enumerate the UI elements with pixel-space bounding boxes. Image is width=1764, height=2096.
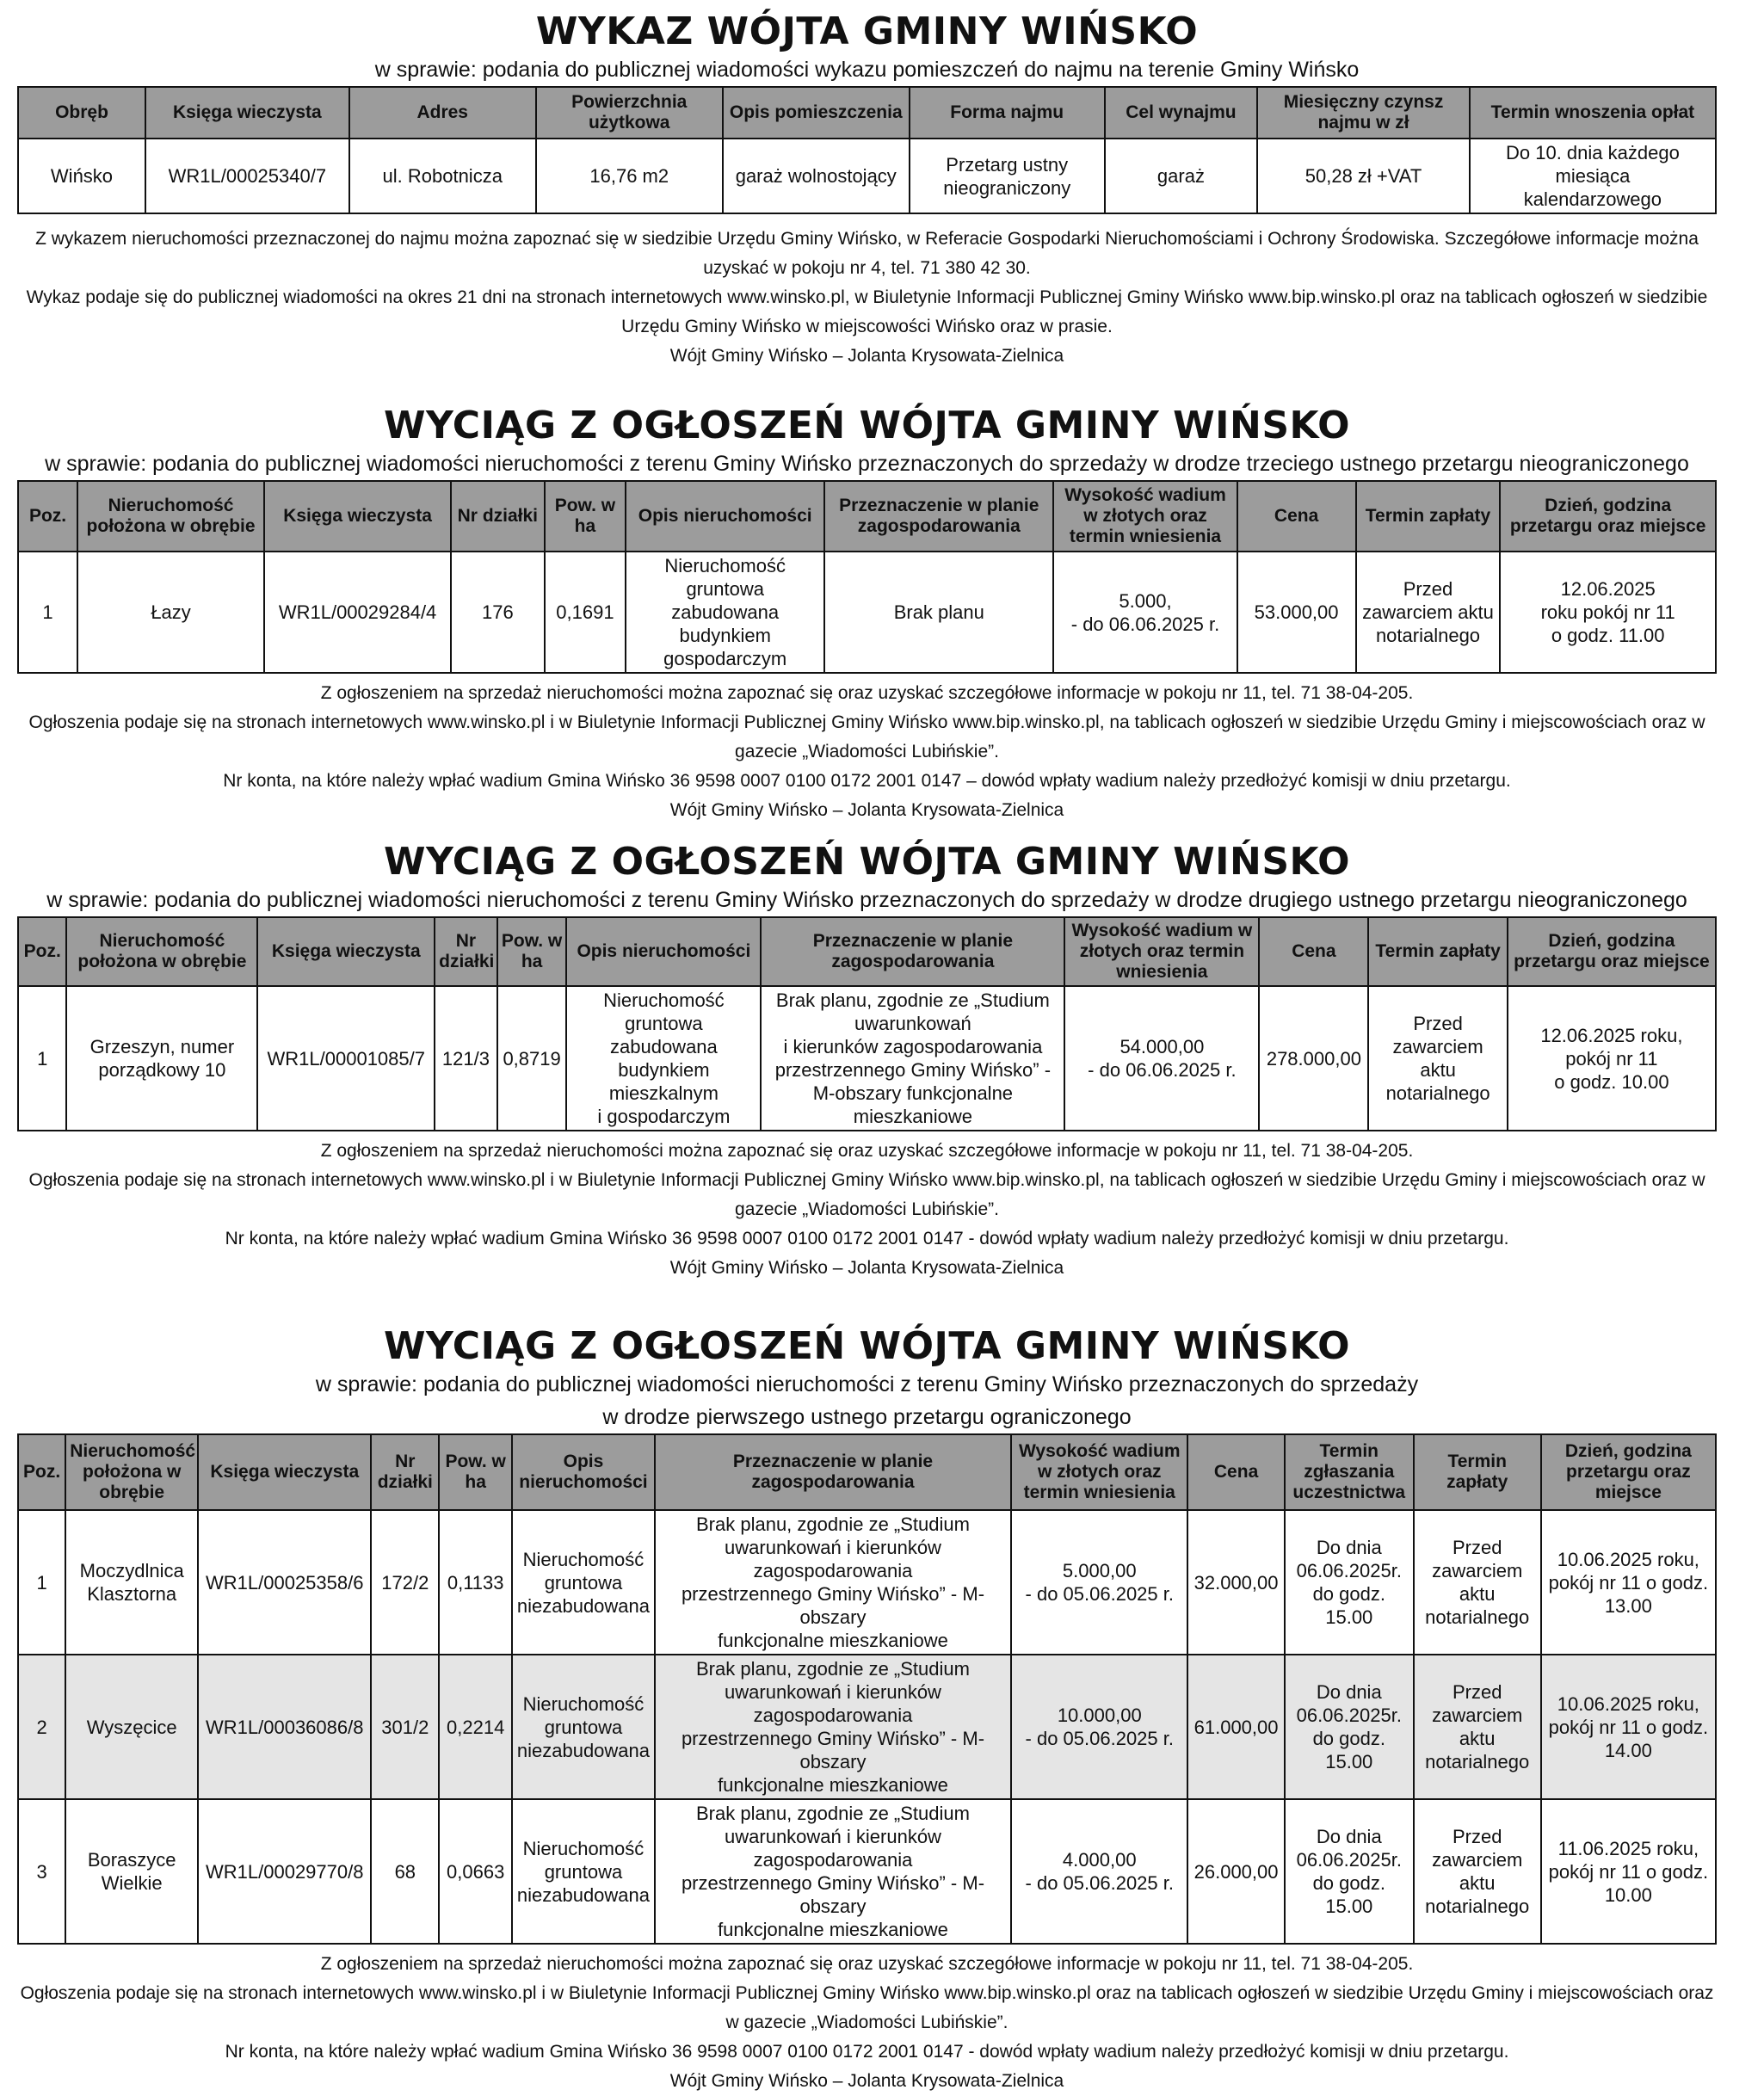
table-cell: Brak planu, zgodnie ze „Studium uwarunkowań i kierunków zagospodarowania przestrzennego Gminy Wińsko” - M-obszary funkcjonalne mieszkaniowe	[655, 1510, 1011, 1655]
column-header: Wysokość wadium w złotych oraz termin wniesienia	[1053, 481, 1237, 552]
table-cell: WR1L/00036086/8	[198, 1655, 371, 1799]
column-header: Nr działki	[451, 481, 545, 552]
table-cell: Przed zawarciem aktu notarialnego	[1414, 1799, 1541, 1944]
column-header: Dzień, godzina przetargu oraz miejsce	[1508, 917, 1716, 986]
column-header: Pow. w ha	[497, 917, 567, 986]
section-przetarg-ograniczony	[17, 1325, 1717, 2096]
table-cell: WR1L/00025340/7	[145, 139, 349, 213]
column-header: Dzień, godzina przetargu oraz miejsce	[1541, 1434, 1716, 1510]
table-cell: garaż	[1105, 139, 1258, 213]
table-cell: Łazy	[77, 552, 264, 673]
column-header: Poz.	[18, 481, 77, 552]
note-paragraph: Wykaz podaje się do publicznej wiadomości na okres 21 dni na stronach internetowych www.winsko.pl, w Biuletynie Informacji Publicznej Gminy Wińsko www.bip.winsko.pl oraz na tablicach ogłoszeń w siedzibie Urzędu Gminy Wińsko w miejscowości Wińsko oraz w prasie.	[26, 287, 1708, 336]
note-paragraph: Z ogłoszeniem na sprzedaż nieruchomości można zapoznać się oraz uzyskać szczegółowe informacje w pokoju nr 11, tel. 71 38-04-205.	[320, 683, 1414, 703]
table-cell: Do dnia 06.06.2025r. do godz. 15.00	[1285, 1510, 1414, 1655]
section-title: WYKAZ WÓJTA GMINY WIŃSKO	[535, 9, 1199, 53]
note-paragraph: Nr konta, na które należy wpłać wadium Gmina Wińsko 36 9598 0007 0100 0172 2001 0147 – dowód wpłaty wadium należy przedłożyć komisji w dniu przetargu.	[223, 771, 1511, 791]
column-header: Termin zgłaszania uczestnictwa	[1285, 1434, 1414, 1510]
note-paragraph: Wójt Gminy Wińsko – Jolanta Krysowata-Zielnica	[669, 800, 1064, 820]
section-subtitle: w sprawie: podania do publicznej wiadomości nieruchomości z terenu Gminy Wińsko przeznaczonych do sprzedaży w drodze drugiego ustnego przetargu nieograniczonego	[46, 888, 1687, 912]
section-subtitle-line2: w drodze pierwszego ustnego przetargu ograniczonego	[602, 1405, 1132, 1429]
table-row	[18, 986, 1716, 1131]
table-cell: 26.000,00	[1187, 1799, 1284, 1944]
column-header: Nieruchomość położona w obrębie	[66, 917, 257, 986]
table-cell: 3	[18, 1799, 65, 1944]
table-cell: Do 10. dnia każdego miesiąca kalendarzowego	[1470, 139, 1716, 213]
column-header: Przeznaczenie w planie zagospodarowania	[824, 481, 1053, 552]
table-row	[18, 1510, 1716, 1655]
table-cell: 172/2	[371, 1510, 439, 1655]
table-cell: 5.000,00 - do 05.06.2025 r.	[1011, 1510, 1187, 1655]
table-cell: Do dnia 06.06.2025r. do godz. 15.00	[1285, 1799, 1414, 1944]
column-header: Cena	[1259, 917, 1368, 986]
note-paragraph: Z wykazem nieruchomości przeznaczonej do najmu można zapoznać się w siedzibie Urzędu Gminy Wińsko, w Referacie Gospodarki Nieruchomościami i Ochrony Środowiska. Szczegółowe informacje można uzyskać w pokoju nr 4, tel. 71 380 42 30.	[35, 229, 1699, 278]
table-cell: 4.000,00 - do 05.06.2025 r.	[1011, 1799, 1187, 1944]
section-notes	[17, 1950, 1717, 2096]
table-cell: 176	[451, 552, 545, 673]
note-paragraph: Z ogłoszeniem na sprzedaż nieruchomości można zapoznać się oraz uzyskać szczegółowe informacje w pokoju nr 11, tel. 71 38-04-205.	[320, 1954, 1414, 1974]
column-header: Księga wieczysta	[257, 917, 435, 986]
table-cell: Przed zawarciem aktu notarialnego	[1414, 1655, 1541, 1799]
column-header: Poz.	[18, 917, 66, 986]
column-header: Termin zapłaty	[1414, 1434, 1541, 1510]
table-cell: 10.000,00 - do 05.06.2025 r.	[1011, 1655, 1187, 1799]
section-wykaz-najmu	[17, 10, 1717, 371]
column-header: Opis nieruchomości	[512, 1434, 655, 1510]
column-header: Opis pomieszczenia	[723, 87, 910, 139]
note-paragraph: Nr konta, na które należy wpłać wadium Gmina Wińsko 36 9598 0007 0100 0172 2001 0147 - dowód wpłaty wadium należy przedłożyć komisji w dniu przetargu.	[225, 1229, 1509, 1248]
table-cell: Wińsko	[18, 139, 145, 213]
section-notes	[17, 679, 1717, 825]
table-cell: 68	[371, 1799, 439, 1944]
column-header: Dzień, godzina przetargu oraz miejsce	[1500, 481, 1716, 552]
table-cell: Nieruchomość gruntowa zabudowana budynkiem gospodarczym	[626, 552, 824, 673]
table-cell: 1	[18, 1510, 65, 1655]
table-cell: 11.06.2025 roku, pokój nr 11 o godz. 10.00	[1541, 1799, 1716, 1944]
note-paragraph: Z ogłoszeniem na sprzedaż nieruchomości można zapoznać się oraz uzyskać szczegółowe informacje w pokoju nr 11, tel. 71 38-04-205.	[320, 1141, 1414, 1161]
note-paragraph: Wójt Gminy Wińsko – Jolanta Krysowata-Zielnica	[669, 1258, 1064, 1278]
note-paragraph: Ogłoszenia podaje się na stronach internetowych www.winsko.pl i w Biuletynie Informacji Publicznej Gminy Wińsko www.bip.winsko.pl oraz na tablicach ogłoszeń w siedzibie Urzędu Gminy i miejscowościach oraz w gazecie „Wiadomości Lubińskie”.	[20, 1983, 1714, 2032]
section-title: WYCIĄG Z OGŁOSZEŃ WÓJTA GMINY WIŃSKO	[383, 840, 1351, 884]
note-paragraph: Ogłoszenia podaje się na stronach internetowych www.winsko.pl i w Biuletynie Informacji Publicznej Gminy Wińsko www.bip.winsko.pl, na tablicach ogłoszeń w siedzibie Urzędu Gminy i miejscowościach oraz w gazecie „Wiadomości Lubińskie”.	[28, 1170, 1705, 1219]
table-cell: 121/3	[435, 986, 497, 1131]
column-header: Termin wnoszenia opłat	[1470, 87, 1716, 139]
table-cell: Nieruchomość gruntowa niezabudowana	[512, 1510, 655, 1655]
note-paragraph: Wójt Gminy Wińsko – Jolanta Krysowata-Zielnica	[669, 346, 1064, 366]
table-cell: 32.000,00	[1187, 1510, 1284, 1655]
section-przetarg-drugi	[17, 841, 1717, 1283]
section-subtitle: w sprawie: podania do publicznej wiadomości nieruchomości z terenu Gminy Wińsko przeznaczonych do sprzedaży	[315, 1372, 1419, 1396]
column-header: Nieruchomość położona w obrębie	[77, 481, 264, 552]
table-cell: Brak planu, zgodnie ze „Studium uwarunkowań i kierunków zagospodarowania przestrzennego Gminy Wińsko” - M-obszary funkcjonalne mieszkaniowe	[655, 1655, 1011, 1799]
table-cell: Nieruchomość gruntowa zabudowana budynkiem mieszkalnym i gospodarczym	[566, 986, 761, 1131]
column-header: Wysokość wadium w złotych oraz termin wniesienia	[1011, 1434, 1187, 1510]
column-header: Księga wieczysta	[264, 481, 451, 552]
column-header: Adres	[349, 87, 536, 139]
section-subtitle: w sprawie: podania do publicznej wiadomości wykazu pomieszczeń do najmu na terenie Gminy Wińsko	[374, 58, 1360, 82]
column-header: Nieruchomość położona w obrębie	[65, 1434, 198, 1510]
column-header: Cel wynajmu	[1105, 87, 1258, 139]
table-cell: 1	[18, 986, 66, 1131]
table-cell: Nieruchomość gruntowa niezabudowana	[512, 1799, 655, 1944]
table-cell: 10.06.2025 roku, pokój nr 11 o godz. 14.00	[1541, 1655, 1716, 1799]
section-subtitle: w sprawie: podania do publicznej wiadomości nieruchomości z terenu Gminy Wińsko przeznaczonych do sprzedaży w drodze trzeciego ustnego przetargu nieograniczonego	[45, 452, 1689, 476]
table-cell: Brak planu	[824, 552, 1053, 673]
section-przetarg-trzeci	[17, 404, 1717, 825]
table-row	[18, 552, 1716, 673]
table-cell: 301/2	[371, 1655, 439, 1799]
table-cell: Przed zawarciem aktu notarialnego	[1368, 986, 1507, 1131]
column-header: Nr działki	[371, 1434, 439, 1510]
table-cell: ul. Robotnicza	[349, 139, 536, 213]
column-header: Obręb	[18, 87, 145, 139]
table-cell: WR1L/00025358/6	[198, 1510, 371, 1655]
table-cell: WR1L/00029284/4	[264, 552, 451, 673]
column-header: Księga wieczysta	[198, 1434, 371, 1510]
table-cell: 278.000,00	[1259, 986, 1368, 1131]
column-header: Opis nieruchomości	[626, 481, 824, 552]
table-cell: Brak planu, zgodnie ze „Studium uwarunkowań i kierunków zagospodarowania przestrzennego Gminy Wińsko” - M-obszary funkcjonalne mieszkaniowe	[761, 986, 1064, 1131]
column-header: Forma najmu	[910, 87, 1105, 139]
table-cell: Wyszęcice	[65, 1655, 198, 1799]
column-header: Miesięczny czynsz najmu w zł	[1257, 87, 1470, 139]
property-sale-table	[17, 916, 1717, 1131]
table-cell: 12.06.2025 roku pokój nr 11 o godz. 11.00	[1500, 552, 1716, 673]
table-cell: 54.000,00 - do 06.06.2025 r.	[1064, 986, 1259, 1131]
table-cell: WR1L/00029770/8	[198, 1799, 371, 1944]
table-cell: WR1L/00001085/7	[257, 986, 435, 1131]
note-paragraph: Nr konta, na które należy wpłać wadium Gmina Wińsko 36 9598 0007 0100 0172 2001 0147 - dowód wpłaty wadium należy przedłożyć komisji w dniu przetargu.	[225, 2042, 1509, 2062]
table-cell: Moczydlnica Klasztorna	[65, 1510, 198, 1655]
property-sale-table	[17, 480, 1717, 674]
table-cell: 0,1691	[545, 552, 626, 673]
table-cell: 0,0663	[439, 1799, 512, 1944]
table-cell: Przed zawarciem aktu notarialnego	[1356, 552, 1501, 673]
column-header: Powierzchnia użytkowa	[536, 87, 723, 139]
column-header: Termin zapłaty	[1356, 481, 1501, 552]
column-header: Księga wieczysta	[145, 87, 349, 139]
table-cell: 10.06.2025 roku, pokój nr 11 o godz. 13.00	[1541, 1510, 1716, 1655]
table-cell: Brak planu, zgodnie ze „Studium uwarunkowań i kierunków zagospodarowania przestrzennego Gminy Wińsko” - M-obszary funkcjonalne mieszkaniowe	[655, 1799, 1011, 1944]
table-cell: Nieruchomość gruntowa niezabudowana	[512, 1655, 655, 1799]
column-header: Pow. w ha	[439, 1434, 512, 1510]
table-cell: Grzeszyn, numer porządkowy 10	[66, 986, 257, 1131]
column-header: Przeznaczenie w planie zagospodarowania	[761, 917, 1064, 986]
column-header: Poz.	[18, 1434, 65, 1510]
table-cell: 12.06.2025 roku, pokój nr 11 o godz. 10.00	[1508, 986, 1716, 1131]
table-cell: 1	[18, 552, 77, 673]
table-row	[18, 1799, 1716, 1944]
table-cell: Przed zawarciem aktu notarialnego	[1414, 1510, 1541, 1655]
table-cell: 61.000,00	[1187, 1655, 1284, 1799]
table-cell: Boraszyce Wielkie	[65, 1799, 198, 1944]
table-cell: 5.000, - do 06.06.2025 r.	[1053, 552, 1237, 673]
table-cell: 0,1133	[439, 1510, 512, 1655]
lease-table	[17, 86, 1717, 214]
section-title: WYCIĄG Z OGŁOSZEŃ WÓJTA GMINY WIŃSKO	[383, 1324, 1351, 1368]
table-cell: 2	[18, 1655, 65, 1799]
column-header: Przeznaczenie w planie zagospodarowania	[655, 1434, 1011, 1510]
note-paragraph: Wójt Gminy Wińsko – Jolanta Krysowata-Zielnica	[669, 2071, 1064, 2091]
note-paragraph: Ogłoszenia podaje się na stronach internetowych www.winsko.pl i w Biuletynie Informacji Publicznej Gminy Wińsko www.bip.winsko.pl, na tablicach ogłoszeń w siedzibie Urzędu Gminy i miejscowościach oraz w gazecie „Wiadomości Lubińskie”.	[28, 712, 1705, 761]
column-header: Cena	[1237, 481, 1356, 552]
column-header: Wysokość wadium w złotych oraz termin wniesienia	[1064, 917, 1259, 986]
column-header: Cena	[1187, 1434, 1284, 1510]
table-cell: 50,28 zł +VAT	[1257, 139, 1470, 213]
section-title: WYCIĄG Z OGŁOSZEŃ WÓJTA GMINY WIŃSKO	[383, 404, 1351, 447]
column-header: Termin zapłaty	[1368, 917, 1507, 986]
table-cell: 16,76 m2	[536, 139, 723, 213]
column-header: Nr działki	[435, 917, 497, 986]
table-cell: 0,8719	[497, 986, 567, 1131]
table-row	[18, 1655, 1716, 1799]
table-cell: 0,2214	[439, 1655, 512, 1799]
table-row	[18, 139, 1716, 213]
table-cell: Do dnia 06.06.2025r. do godz. 15.00	[1285, 1655, 1414, 1799]
section-notes	[17, 1137, 1717, 1283]
table-cell: Przetarg ustny nieograniczony	[910, 139, 1105, 213]
column-header: Pow. w ha	[545, 481, 626, 552]
section-notes	[17, 225, 1717, 371]
table-cell: garaż wolnostojący	[723, 139, 910, 213]
property-sale-table	[17, 1433, 1717, 1945]
table-cell: 53.000,00	[1237, 552, 1356, 673]
column-header: Opis nieruchomości	[566, 917, 761, 986]
